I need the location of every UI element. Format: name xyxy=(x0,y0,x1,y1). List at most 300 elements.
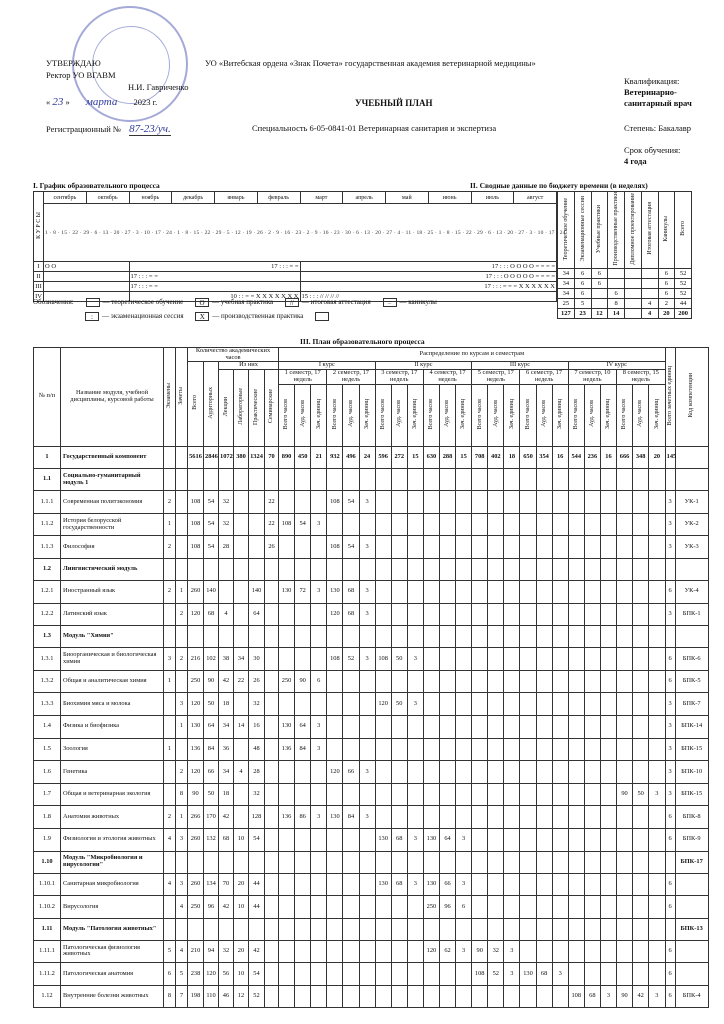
semester-cell xyxy=(343,783,359,806)
semester-cell: 3 xyxy=(311,513,327,536)
semester-cell: 3 xyxy=(359,761,375,784)
table-row xyxy=(34,783,709,806)
plan-cell: 36 xyxy=(219,738,234,761)
plan-cell: 1.7 xyxy=(34,783,61,806)
semester-cell xyxy=(600,626,616,648)
semester-cell xyxy=(568,469,584,491)
semester-cell xyxy=(536,918,552,940)
semester-cell xyxy=(649,670,665,693)
plan-cell: 266 xyxy=(188,806,204,829)
semester-cell xyxy=(439,715,455,738)
semester-cell: 108 xyxy=(279,513,295,536)
semester-cell xyxy=(600,783,616,806)
semester-cell: 130 xyxy=(375,873,391,896)
semester-cell xyxy=(488,513,504,536)
plan-cell: 1.2 xyxy=(34,558,61,580)
plan-cell: 5616 xyxy=(188,446,204,469)
semester-cell: 3 xyxy=(649,985,665,1008)
semester-cell: 21 xyxy=(311,446,327,469)
schedule-end: 15 : : : // // // // xyxy=(300,292,557,302)
semester-cell xyxy=(488,670,504,693)
plan-cell xyxy=(176,738,188,761)
semester-cell xyxy=(295,761,311,784)
plan-cell: 64 xyxy=(249,603,265,626)
plan-cell xyxy=(265,806,279,829)
semester-cell: 66 xyxy=(439,873,455,896)
semester-cell xyxy=(504,558,520,580)
semester-cell xyxy=(504,985,520,1008)
budget-cell: 52 xyxy=(675,268,692,278)
plan-cell: 2 xyxy=(164,491,176,514)
discipline-name: Общая и аналитическая химия xyxy=(61,670,164,693)
competence-cell: БПК-1 xyxy=(675,603,708,626)
semester-cell xyxy=(391,783,407,806)
plan-cell: 1 xyxy=(176,580,188,603)
discipline-name: Физика и биофизика xyxy=(61,715,164,738)
plan-cell: 170 xyxy=(204,806,219,829)
approve-label: УТВЕРЖДАЮ xyxy=(46,58,101,68)
semester-cell xyxy=(568,963,584,986)
semester-cell xyxy=(520,513,536,536)
semester-cell xyxy=(359,715,375,738)
semester-cell xyxy=(488,896,504,919)
semester-cell xyxy=(649,715,665,738)
semester-cell xyxy=(488,806,504,829)
semester-cell xyxy=(456,783,472,806)
semester-cell xyxy=(391,940,407,963)
semester-cell xyxy=(311,648,327,671)
sub-header-cell: Ауд. часов xyxy=(584,384,600,446)
semester-cell xyxy=(584,469,600,491)
semester-cell xyxy=(488,783,504,806)
semester-cell xyxy=(584,851,600,873)
semester-cell xyxy=(649,693,665,716)
semester-cell xyxy=(295,626,311,648)
competence-cell: БПК-6 xyxy=(675,648,708,671)
semester-cell xyxy=(359,918,375,940)
semester-cell xyxy=(568,851,584,873)
ze-cell: 6 xyxy=(665,985,675,1008)
semester-cell xyxy=(375,940,391,963)
budget-cell: 8 xyxy=(608,298,625,308)
semester-cell xyxy=(439,513,455,536)
semester-cell: 50 xyxy=(633,783,649,806)
schedule-mid: 10 : : = = X X X X X X X xyxy=(129,292,300,302)
semester-cell xyxy=(311,761,327,784)
table-row xyxy=(34,896,709,919)
semester-cell xyxy=(423,648,439,671)
plan-cell: 2 xyxy=(176,648,188,671)
plan-cell xyxy=(188,918,204,940)
ze-cell: 3 xyxy=(665,715,675,738)
semester-cell xyxy=(552,626,568,648)
semester-cell xyxy=(343,963,359,986)
semester-cell xyxy=(552,536,568,559)
semester-cell: 630 xyxy=(423,446,439,469)
semester-cell xyxy=(375,580,391,603)
semester-cell xyxy=(456,536,472,559)
semester-cell xyxy=(633,670,649,693)
plan-table xyxy=(33,347,709,1008)
semester-cell: 272 xyxy=(391,446,407,469)
plan-cell: 4 xyxy=(234,761,249,784)
semester-cell xyxy=(439,806,455,829)
plan-cell: 1 xyxy=(164,670,176,693)
semester-cell xyxy=(568,940,584,963)
registration xyxy=(46,123,171,137)
budget-cell: 6 xyxy=(658,268,675,278)
semester-cell xyxy=(504,469,520,491)
semester-cell xyxy=(407,851,423,873)
budget-cell: 5 xyxy=(574,298,591,308)
semester-cell: 84 xyxy=(343,806,359,829)
budget-header: Производственные практики xyxy=(608,192,625,269)
semester-cell xyxy=(391,806,407,829)
ze-cell: 6 xyxy=(665,806,675,829)
semester-cell xyxy=(343,896,359,919)
semester-cell: 3 xyxy=(311,806,327,829)
semester-cell xyxy=(649,513,665,536)
semester-cell: 708 xyxy=(472,446,488,469)
qualification-value-1: Ветеринарно- xyxy=(624,87,677,97)
plan-cell xyxy=(219,851,234,873)
plan-cell: 38 xyxy=(219,648,234,671)
semester-cell xyxy=(423,851,439,873)
col-exams: Экзамены xyxy=(164,348,176,447)
semester-cell xyxy=(456,670,472,693)
semester-cell xyxy=(520,940,536,963)
semester-cell xyxy=(439,963,455,986)
semester-cell xyxy=(504,693,520,716)
plan-cell: 52 xyxy=(249,985,265,1008)
competence-cell: БПК-15 xyxy=(675,783,708,806)
semester-cell xyxy=(279,693,295,716)
semester-cell xyxy=(584,761,600,784)
semester-cell xyxy=(649,940,665,963)
semester-cell xyxy=(279,918,295,940)
semester-cell xyxy=(295,896,311,919)
budget-cell: 2 xyxy=(658,298,675,308)
semester-cell xyxy=(649,851,665,873)
semester-cell xyxy=(391,536,407,559)
plan-cell: 132 xyxy=(204,828,219,851)
semester-cell xyxy=(327,558,343,580)
semester-cell xyxy=(633,558,649,580)
plan-cell: 1.3.2 xyxy=(34,670,61,693)
semester-cell xyxy=(407,783,423,806)
semester-cell xyxy=(520,761,536,784)
semester-cell: 288 xyxy=(439,446,455,469)
budget-header: Всего xyxy=(675,192,692,269)
table-row xyxy=(34,446,709,469)
plan-cell: 32 xyxy=(219,513,234,536)
semester-cell xyxy=(456,806,472,829)
semester-cell xyxy=(279,940,295,963)
course-header: IV курс xyxy=(568,362,665,370)
budget-total-cell: 4 xyxy=(641,308,658,318)
course-label: IV xyxy=(35,293,42,300)
semester-cell xyxy=(391,580,407,603)
col-of-them: Из них xyxy=(219,362,279,370)
semester-cell xyxy=(375,963,391,986)
table-row xyxy=(34,963,709,986)
semester-cell xyxy=(520,715,536,738)
plan-cell: 1.10.2 xyxy=(34,896,61,919)
semester-cell xyxy=(617,896,633,919)
semester-cell xyxy=(311,896,327,919)
plan-cell: 8 xyxy=(164,985,176,1008)
semester-cell xyxy=(375,558,391,580)
semester-cell xyxy=(456,603,472,626)
term-value: 4 года xyxy=(624,156,647,166)
semester-cell xyxy=(552,851,568,873)
semester-cell: 68 xyxy=(584,985,600,1008)
plan-cell: 260 xyxy=(188,580,204,603)
col-seminars: Семинарские xyxy=(265,370,279,446)
semester-cell xyxy=(633,896,649,919)
plan-cell: 64 xyxy=(204,715,219,738)
semester-cell xyxy=(633,648,649,671)
plan-cell: 34 xyxy=(219,715,234,738)
semester-cell xyxy=(536,536,552,559)
semester-cell: 120 xyxy=(327,603,343,626)
semester-cell: 54 xyxy=(343,491,359,514)
plan-cell: 7 xyxy=(176,985,188,1008)
semester-cell xyxy=(520,648,536,671)
discipline-name: Модуль "Микробиология и вирусологии" xyxy=(61,851,164,873)
semester-cell xyxy=(279,828,295,851)
plan-cell: 54 xyxy=(204,491,219,514)
semester-cell: 402 xyxy=(488,446,504,469)
semester-cell xyxy=(568,536,584,559)
table-row xyxy=(34,715,709,738)
discipline-name: Биоорганическая и биологическая химия xyxy=(61,648,164,671)
semester-cell xyxy=(536,783,552,806)
competence-cell xyxy=(675,446,708,469)
semester-cell xyxy=(343,940,359,963)
plan-cell: 2 xyxy=(176,761,188,784)
plan-cell: 1.10 xyxy=(34,851,61,873)
semester-cell xyxy=(439,648,455,671)
plan-cell: 70 xyxy=(265,446,279,469)
plan-cell xyxy=(265,580,279,603)
semester-cell: 3 xyxy=(359,580,375,603)
semester-cell xyxy=(359,896,375,919)
semester-cell xyxy=(488,536,504,559)
schedule-marks xyxy=(44,282,130,292)
semester-cell xyxy=(633,940,649,963)
semester-cell xyxy=(504,670,520,693)
plan-cell xyxy=(219,626,234,648)
col-lectures: Лекции xyxy=(219,370,234,446)
semester-cell xyxy=(536,985,552,1008)
semester-cell xyxy=(552,918,568,940)
semester-cell xyxy=(391,513,407,536)
semester-cell xyxy=(472,715,488,738)
semester-cell xyxy=(600,940,616,963)
semester-cell xyxy=(456,715,472,738)
semester-cell: 120 xyxy=(423,940,439,963)
plan-cell xyxy=(265,918,279,940)
semester-cell xyxy=(423,918,439,940)
semester-cell xyxy=(343,558,359,580)
budget-cell: 34 xyxy=(558,268,575,278)
plan-cell xyxy=(176,626,188,648)
semester-cell xyxy=(617,761,633,784)
semester-cell xyxy=(359,693,375,716)
course-label: II xyxy=(34,272,44,282)
schedule-end: 17 : : : О О О О О = = = = xyxy=(300,272,557,282)
semester-cell xyxy=(343,918,359,940)
rector-label: Ректор УО ВГАВМ xyxy=(46,70,116,80)
ze-cell: 3 xyxy=(665,738,675,761)
semester-cell xyxy=(423,963,439,986)
plan-cell: 50 xyxy=(204,783,219,806)
plan-cell xyxy=(234,469,249,491)
semester-cell: 16 xyxy=(552,446,568,469)
semester-cell xyxy=(359,558,375,580)
plan-cell xyxy=(249,513,265,536)
semester-cell xyxy=(488,469,504,491)
ze-cell xyxy=(665,469,675,491)
budget-cell xyxy=(641,278,658,288)
plan-cell: 1.11 xyxy=(34,918,61,940)
semester-cell xyxy=(407,603,423,626)
semester-cell xyxy=(343,513,359,536)
plan-cell xyxy=(176,513,188,536)
ze-cell: 3 xyxy=(665,693,675,716)
plan-cell: 30 xyxy=(249,648,265,671)
semester-cell: 348 xyxy=(633,446,649,469)
plan-cell: 10 xyxy=(234,828,249,851)
semester-cell xyxy=(504,715,520,738)
plan-cell: 250 xyxy=(188,896,204,919)
semester-cell: 68 xyxy=(391,828,407,851)
discipline-name: Иностранный язык xyxy=(61,580,164,603)
semester-cell xyxy=(439,580,455,603)
semester-cell xyxy=(391,761,407,784)
plan-cell: 4 xyxy=(176,896,188,919)
plan-cell: 4 xyxy=(164,873,176,896)
plan-cell: 4 xyxy=(164,828,176,851)
plan-cell xyxy=(265,828,279,851)
table-row xyxy=(34,985,709,1008)
semester-cell xyxy=(600,963,616,986)
semester-cell xyxy=(327,738,343,761)
budget-header: Экзаменационные сессии xyxy=(574,192,591,269)
semester-cell xyxy=(536,469,552,491)
semester-cell: 15 xyxy=(407,446,423,469)
plan-cell: 70 xyxy=(219,873,234,896)
semester-cell xyxy=(568,918,584,940)
section-2-title: II. Сводные данные по бюджету времени (в неделях) xyxy=(470,181,648,190)
semester-cell xyxy=(295,536,311,559)
plan-cell: 3 xyxy=(176,828,188,851)
competence-cell xyxy=(675,469,708,491)
semester-cell xyxy=(536,940,552,963)
plan-cell: 1324 xyxy=(249,446,265,469)
plan-cell: 250 xyxy=(188,670,204,693)
plan-cell: 18 xyxy=(219,783,234,806)
semester-cell xyxy=(295,648,311,671)
semester-cell xyxy=(536,558,552,580)
semester-cell xyxy=(423,603,439,626)
semester-cell xyxy=(472,558,488,580)
table-row xyxy=(34,940,709,963)
table-row xyxy=(34,580,709,603)
semester-cell xyxy=(359,873,375,896)
competence-cell: УК-3 xyxy=(675,536,708,559)
competence-cell: БПК-14 xyxy=(675,715,708,738)
semester-cell: 130 xyxy=(279,715,295,738)
semester-cell xyxy=(584,806,600,829)
semester-cell: 250 xyxy=(279,670,295,693)
semester-cell: 3 xyxy=(600,985,616,1008)
semester-cell xyxy=(504,738,520,761)
semester-cell: 3 xyxy=(456,873,472,896)
semester-cell xyxy=(423,715,439,738)
semester-cell xyxy=(391,918,407,940)
month-header: июль xyxy=(471,192,514,204)
semester-cell xyxy=(327,940,343,963)
semester-cell xyxy=(423,693,439,716)
competence-cell: УК-2 xyxy=(675,513,708,536)
col-distribution: Распределение по курсам и семестрам xyxy=(279,348,666,362)
semester-cell: 54 xyxy=(295,513,311,536)
semester-cell: 68 xyxy=(391,873,407,896)
budget-cell xyxy=(625,278,642,288)
semester-cell xyxy=(311,491,327,514)
semester-cell xyxy=(552,828,568,851)
plan-cell xyxy=(265,469,279,491)
ze-cell xyxy=(665,918,675,940)
semester-cell xyxy=(343,715,359,738)
semester-cell xyxy=(407,513,423,536)
plan-cell: 110 xyxy=(204,985,219,1008)
semester-cell xyxy=(504,761,520,784)
plan-cell: 140 xyxy=(204,580,219,603)
plan-cell xyxy=(219,580,234,603)
semester-cell xyxy=(423,806,439,829)
table-row xyxy=(34,648,709,671)
plan-cell: 120 xyxy=(188,603,204,626)
plan-cell xyxy=(234,851,249,873)
plan-cell: 32 xyxy=(249,693,265,716)
semester-cell xyxy=(504,513,520,536)
plan-cell: 20 xyxy=(234,940,249,963)
semester-cell xyxy=(472,761,488,784)
semester-cell xyxy=(584,715,600,738)
semester-cell xyxy=(520,693,536,716)
semester-cell: 130 xyxy=(520,963,536,986)
semester-cell xyxy=(488,603,504,626)
discipline-name: Физиология и этология животных xyxy=(61,828,164,851)
semester-cell xyxy=(633,873,649,896)
semester-cell xyxy=(391,558,407,580)
plan-cell xyxy=(265,783,279,806)
ze-cell: 6 xyxy=(665,648,675,671)
sub-header-cell: Ауд. часов xyxy=(633,384,649,446)
plan-cell xyxy=(176,491,188,514)
semester-cell xyxy=(423,761,439,784)
semester-cell xyxy=(584,670,600,693)
plan-cell: 216 xyxy=(188,648,204,671)
rector-name: Н.И. Гавриченко xyxy=(128,82,189,92)
semester-cell xyxy=(504,603,520,626)
semester-cell xyxy=(552,558,568,580)
discipline-name: Санитарная микробиология xyxy=(61,873,164,896)
plan-cell: 22 xyxy=(234,670,249,693)
